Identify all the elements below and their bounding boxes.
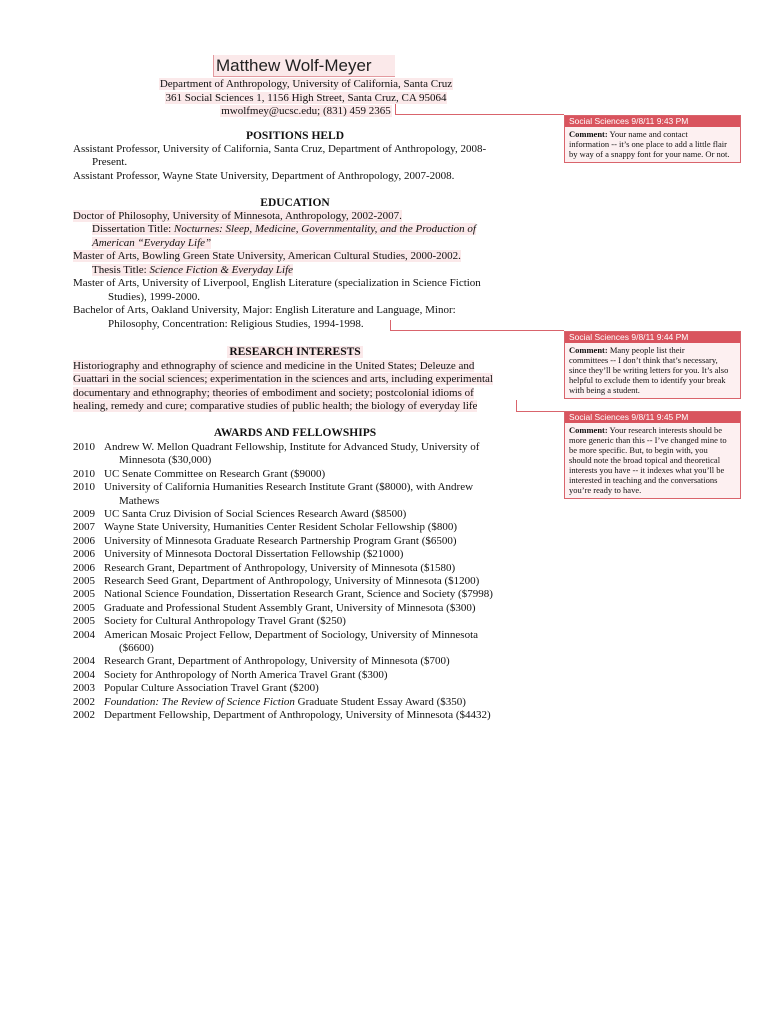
address-line: 361 Social Sciences 1, 1156 High Street, Santa Cruz, CA 95064 (165, 92, 447, 104)
award-text: Research Grant, Department of Anthropology, University of Minnesota ($1580) (104, 561, 456, 574)
award-year: 2004 (73, 655, 95, 668)
award-text: American Mosaic Project Fellow, Department of Sociology, University of Minnesota (104, 628, 479, 641)
section-title-awards: AWARDS AND FELLOWSHIPS (213, 427, 377, 439)
award-year: 2003 (73, 682, 95, 695)
award-year: 2010 (73, 441, 95, 453)
award-year: 2002 (73, 695, 95, 708)
department-line: Department of Anthropology, University of California, Santa Cruz (159, 78, 453, 90)
award-year: 2004 (73, 668, 95, 681)
award-text-cont: ($6600) (119, 642, 154, 654)
award-year: 2006 (73, 548, 95, 561)
award-text: Society for Anthropology of North America Travel Grant ($300) (104, 668, 388, 681)
award-text: UC Santa Cruz Division of Social Sciences Research Award ($8500) (104, 508, 407, 520)
section-title-positions: POSITIONS HELD (245, 130, 345, 142)
award-text: Society for Cultural Anthropology Travel Grant ($250) (104, 615, 346, 628)
award-text: University of Minnesota Graduate Research Partnership Program Grant ($6500) (104, 534, 457, 547)
education-ba-cont: Philosophy, Concentration: Religious Studies, 1994-1998. (108, 318, 364, 330)
award-year: 2010 (73, 467, 95, 480)
award-text: University of Minnesota Doctoral Dissertation Fellowship ($21000) (104, 548, 404, 561)
comment-connector (395, 114, 564, 115)
award-text: Wayne State University, Humanities Center Resident Scholar Fellowship ($800) (104, 521, 458, 534)
comment-header: Social Sciences 9/8/11 9:45 PM (565, 412, 740, 423)
award-year: 2005 (73, 615, 95, 628)
award-text: Research Seed Grant, Department of Anthropology, University of Minnesota ($1200) (104, 575, 480, 587)
award-text-cont: Minnesota ($30,000) (119, 454, 212, 467)
comment-body: Comment: Many people list their committees -- I don’t think that’s necessary, since they’ll be writing letters for you. It’s also helpful to exclude them to identify your break with being a student. (569, 345, 729, 395)
contact-line: mwolfmey@ucsc.edu; (831) 459 2365 (221, 105, 391, 117)
award-text: Andrew W. Mellon Quadrant Fellowship, Institute for Advanced Study, University of (104, 441, 480, 453)
award-year: 2005 (73, 601, 95, 614)
position-line: Present. (92, 156, 128, 168)
comment-connector (516, 411, 564, 412)
author-name: Matthew Wolf-Meyer (213, 55, 395, 77)
award-text: Research Grant, Department of Anthropology, University of Minnesota ($700) (104, 655, 450, 668)
award-text-cont: Mathews (119, 494, 160, 507)
comment-balloon[interactable] (564, 115, 741, 163)
award-text: University of California Humanities Research Institute Grant ($8000), with Andrew (104, 481, 474, 494)
education-ma1: Master of Arts, Bowling Green State University, American Cultural Studies, 2000-2002. (73, 250, 461, 262)
education-phd-thesis-cont: American “Everyday Life” (92, 237, 212, 249)
education-phd-thesis: Dissertation Title: Nocturnes: Sleep, Medicine, Governmentality, and the Production of (92, 223, 476, 235)
research-interests-text: Historiography and ethnography of science and medicine in the United States; Deleuze and Guattari in the social sciences; experimentation in the sciences and arts, including experimental documentary and ethnography; theories of embodiment and society; postcolonial idioms of healing, remedy and cure; comparative studies of public health; the biology of everyday life (73, 360, 493, 413)
award-year: 2007 (73, 521, 95, 534)
award-text: Foundation: The Review of Science Fiction Graduate Student Essay Award ($350) (104, 695, 466, 708)
comment-header: Social Sciences 9/8/11 9:44 PM (565, 332, 740, 343)
comment-header: Social Sciences 9/8/11 9:43 PM (565, 116, 740, 127)
award-year: 2004 (73, 628, 95, 641)
comment-body: Comment: Your research interests should be more generic than this -- I’ve changed mine to be more specific. But, to begin with, you should note the broad topical and theoretical interests you have -- it indexes what you’ll be interested in teaching and the conversations you’re ready to have. (569, 425, 727, 495)
position-line: Assistant Professor, University of California, Santa Cruz, Department of Anthropology, 2008- (73, 143, 487, 155)
award-year: 2009 (73, 508, 95, 520)
award-year: 2006 (73, 561, 95, 574)
section-title-education: EDUCATION (260, 197, 330, 209)
education-phd: Doctor of Philosophy, University of Minnesota, Anthropology, 2002-2007. (73, 210, 402, 222)
education-ma1-thesis: Thesis Title: Science Fiction & Everyday Life (92, 264, 294, 276)
education-ma2: Master of Arts, University of Liverpool, English Literature (specialization in Science Fiction (73, 277, 481, 289)
award-year: 2005 (73, 588, 95, 601)
comment-connector (390, 330, 564, 331)
award-year: 2006 (73, 534, 95, 547)
award-text: UC Senate Committee on Research Grant ($9000) (104, 467, 326, 480)
education-ma2-cont: Studies), 1999-2000. (108, 291, 200, 303)
comment-body: Comment: Your name and contact information -- it’s one place to add a little flair by way of a snappy font for your name. Or not. (569, 129, 730, 159)
comment-balloon[interactable] (564, 411, 741, 499)
section-title-research: RESEARCH INTERESTS (229, 346, 361, 358)
comment-balloon[interactable] (564, 331, 741, 399)
award-year: 2002 (73, 709, 95, 721)
award-year: 2010 (73, 481, 95, 494)
award-year: 2005 (73, 575, 95, 587)
award-text: Popular Culture Association Travel Grant ($200) (104, 682, 319, 695)
education-ba: Bachelor of Arts, Oakland University, Major: English Literature and Language, Minor: (73, 304, 456, 316)
position-line: Assistant Professor, Wayne State University, Department of Anthropology, 2007-2008. (73, 170, 455, 182)
award-text: Graduate and Professional Student Assembly Grant, University of Minnesota ($300) (104, 601, 476, 614)
award-text: National Science Foundation, Dissertation Research Grant, Science and Society ($7998) (104, 588, 493, 601)
award-text: Department Fellowship, Department of Anthropology, University of Minnesota ($4432) (104, 709, 491, 721)
